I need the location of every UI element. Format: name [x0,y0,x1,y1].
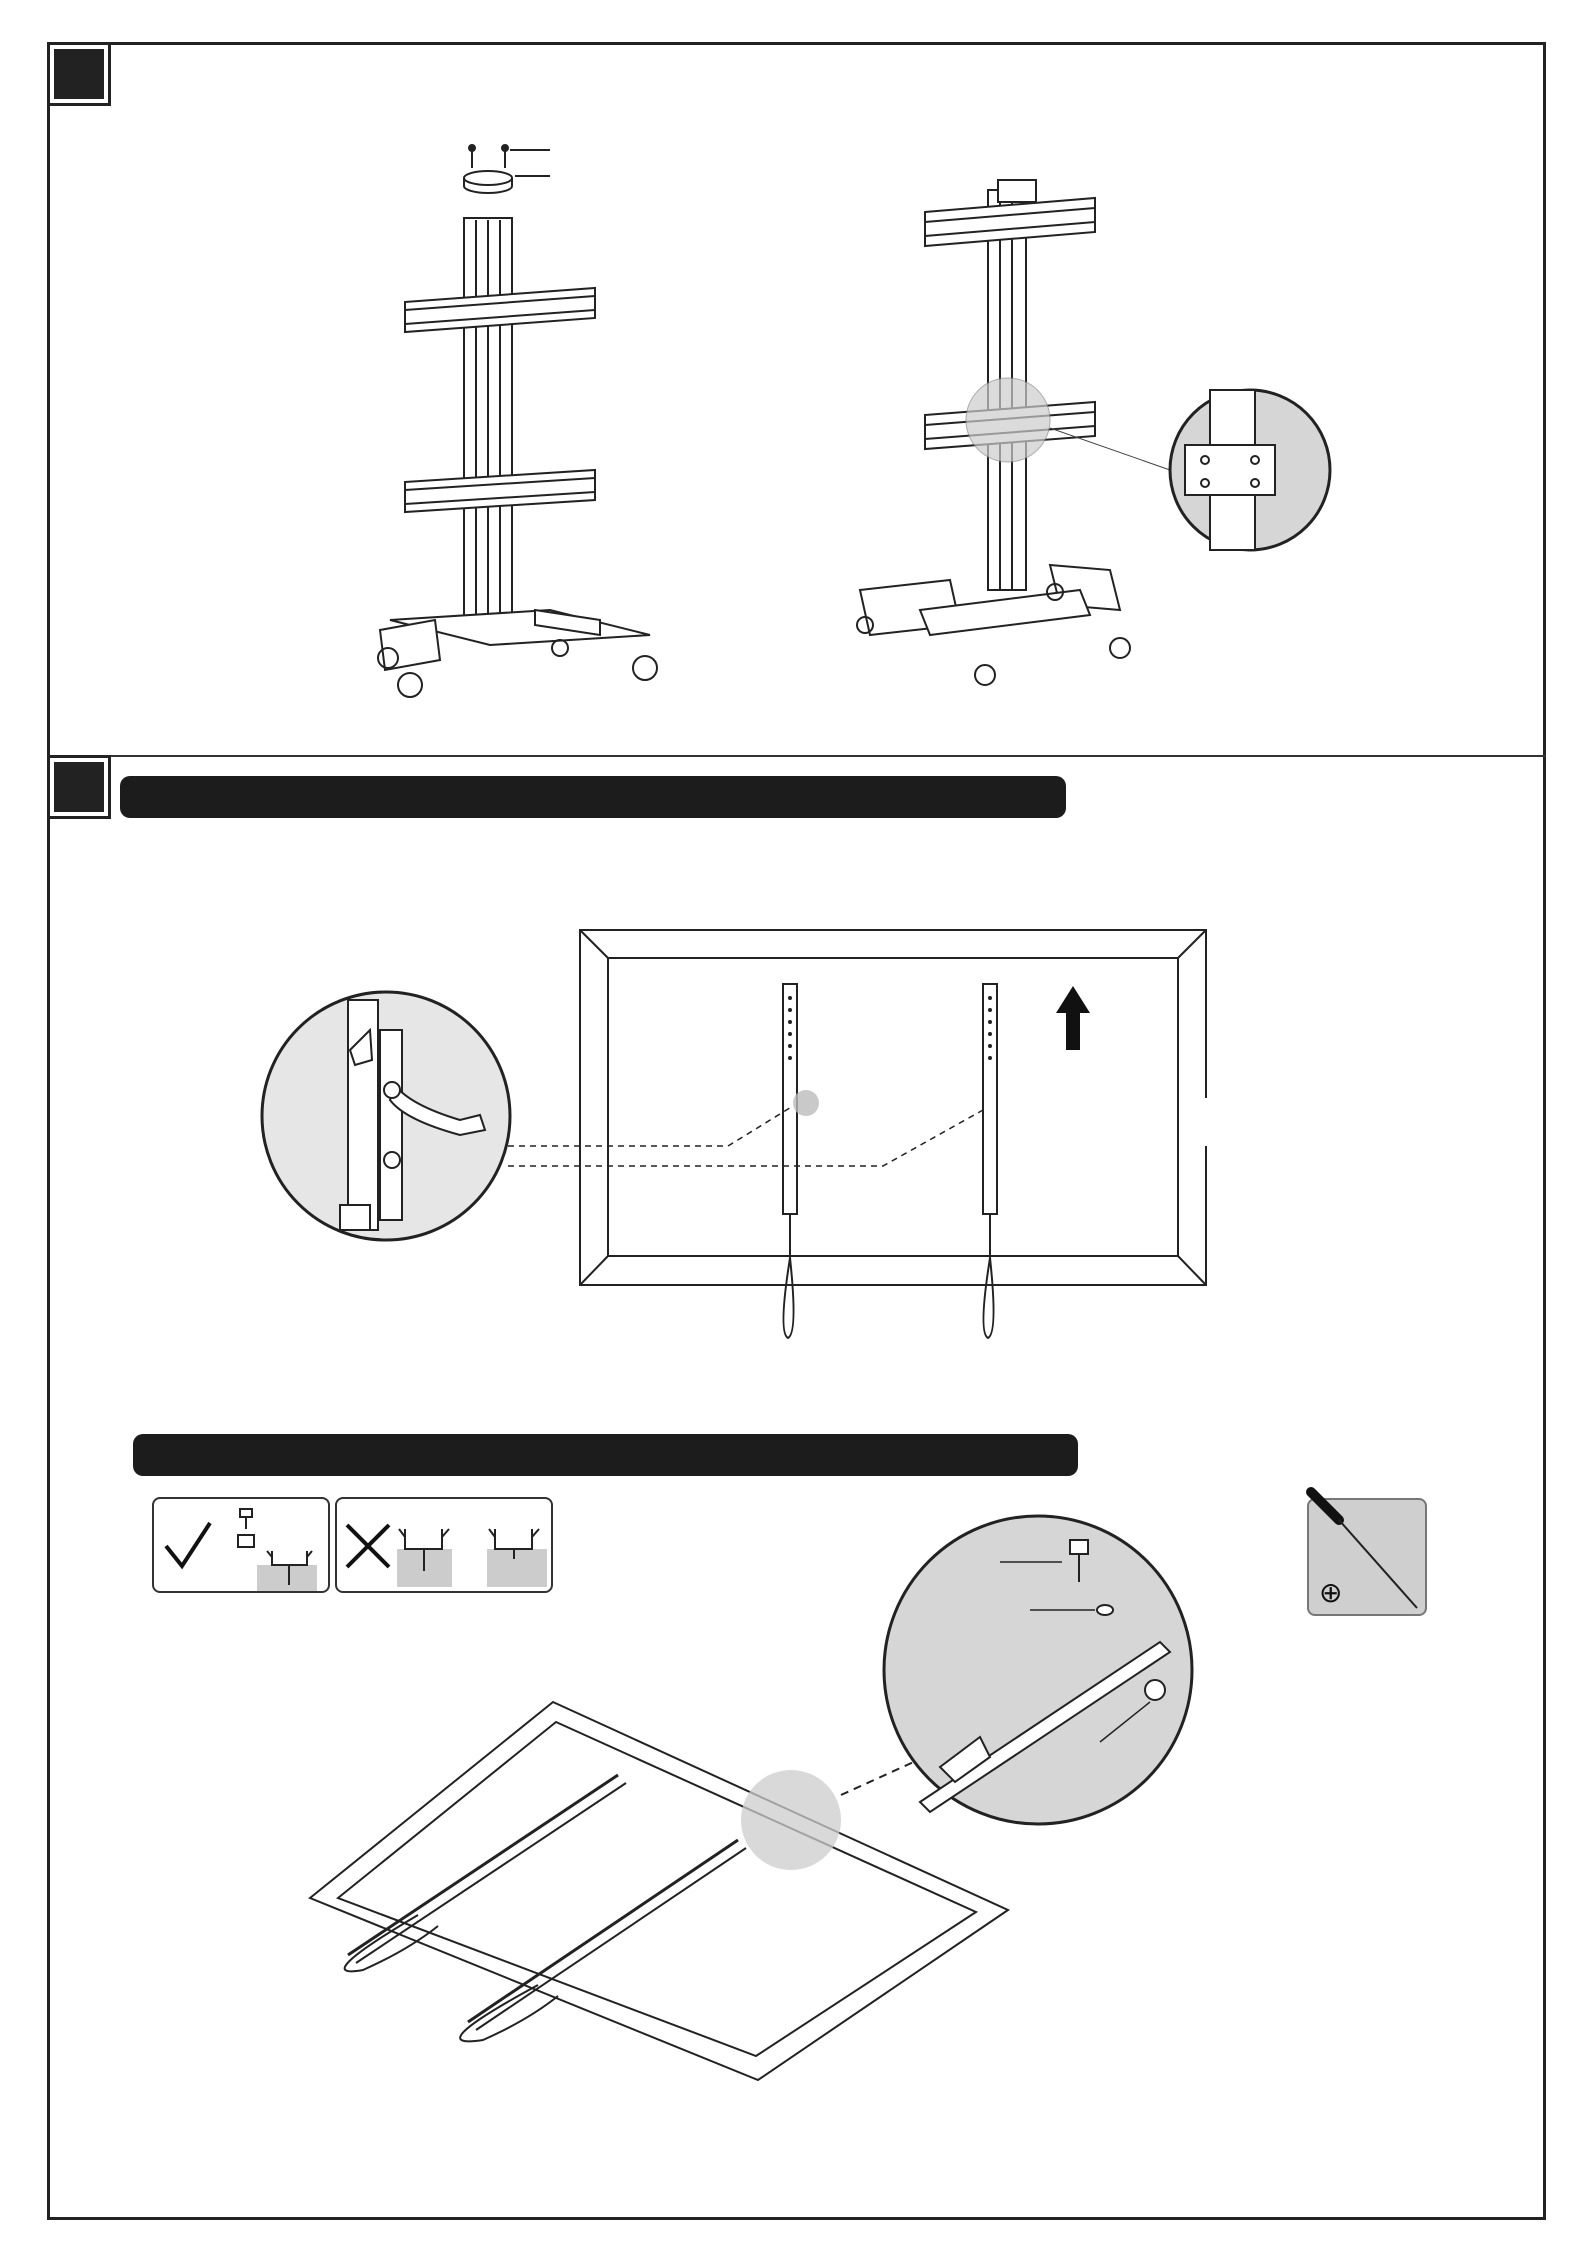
instruction-bar-2 [133,1434,1078,1476]
hardware-tip-incorrect [335,1497,553,1593]
tool-panel [1307,1498,1427,1616]
phillips-symbol: ⊕ [1319,1577,1343,1608]
instruction-bar-2-text [133,1444,157,1466]
too-long-screw-icon [397,1509,547,1589]
bracket-detail-magnifier [1165,385,1335,555]
check-mark-icon [164,1521,212,1571]
step-badge-1 [50,45,108,103]
instruction-bar-1 [120,776,1066,818]
hardware-tip-correct [152,1497,330,1593]
screw-washer-detail-magnifier [880,1512,1196,1828]
wrench-detail-magnifier [260,990,512,1242]
cross-mark-icon [345,1523,391,1569]
section-divider [47,755,1546,757]
instruction-bar-1-text [120,786,144,808]
step-badge-2 [50,758,108,816]
screw-and-spacer-icon [232,1507,322,1591]
tv-back-with-brackets [578,928,1218,1348]
stand-cap-assembly-illustration [360,140,680,700]
